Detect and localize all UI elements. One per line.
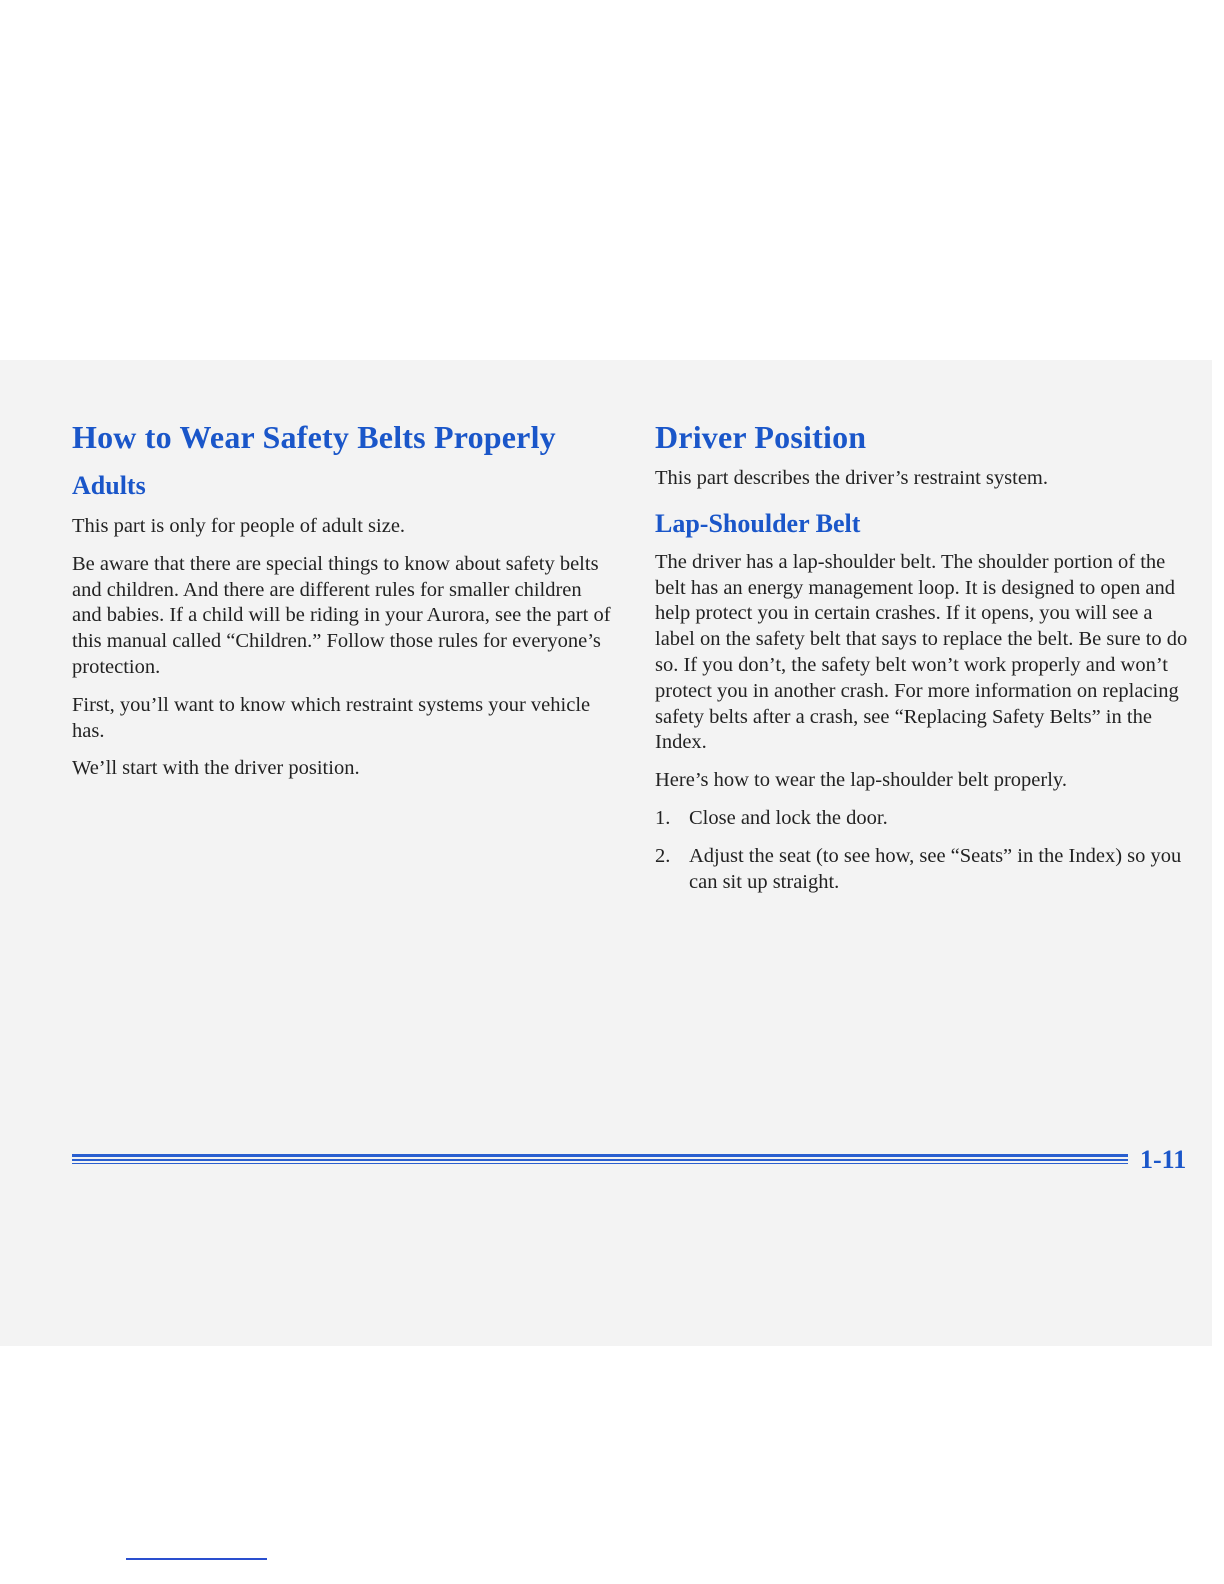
section-title-driver-position: Driver Position xyxy=(655,419,867,455)
footer-rule xyxy=(72,1154,1128,1166)
paragraph: We’ll start with the driver position. xyxy=(72,757,360,780)
divider xyxy=(126,1558,267,1560)
paragraph: The driver has a lap-shoulder belt. The shoulder portion of the belt has an energy management loop. It is designed to open and help protect you in certain crashes. If it opens, you will see a label on the safety belt that says to replace the belt. Be sure to do so. If you don’t, the safety belt won’t work properly and won’t protect you in another crash. For more information on replacing safety belts after a crash, see “Replacing Safety Belts” in the Index. xyxy=(655,550,1188,754)
paragraph: This part is only for people of adult size. xyxy=(72,515,406,537)
list-number: 2. xyxy=(655,844,671,867)
list-item xyxy=(655,806,1195,832)
list-number: 1. xyxy=(655,806,671,829)
subsection-title-lap-shoulder-belt: Lap-Shoulder Belt xyxy=(655,508,861,538)
right-column xyxy=(655,418,1195,895)
intro-paragraph: This part describes the driver’s restraint system. xyxy=(655,467,1049,489)
list-text: Close and lock the door. xyxy=(689,806,888,829)
paragraph: First, you’ll want to know which restraint systems your vehicle has. xyxy=(72,693,591,742)
paragraph: Here’s how to wear the lap-shoulder belt properly. xyxy=(655,769,1067,792)
paragraph: Be aware that there are special things to know about safety belts and children. And there are different rules for smaller children and babies. If a child will be riding in your Aurora, see the part of this manual called “Children.” Follow those rules for everyone’s protection. xyxy=(72,552,611,678)
section-title: How to Wear Safety Belts Properly xyxy=(72,419,556,455)
list-text: Adjust the seat (to see how, see “Seats” in the Index) so you can sit up straight. xyxy=(689,844,1182,893)
subsection-title-adults: Adults xyxy=(72,471,146,500)
left-column xyxy=(72,418,612,782)
page-number: 1-11 xyxy=(1140,1145,1187,1174)
list-item xyxy=(655,844,1195,896)
